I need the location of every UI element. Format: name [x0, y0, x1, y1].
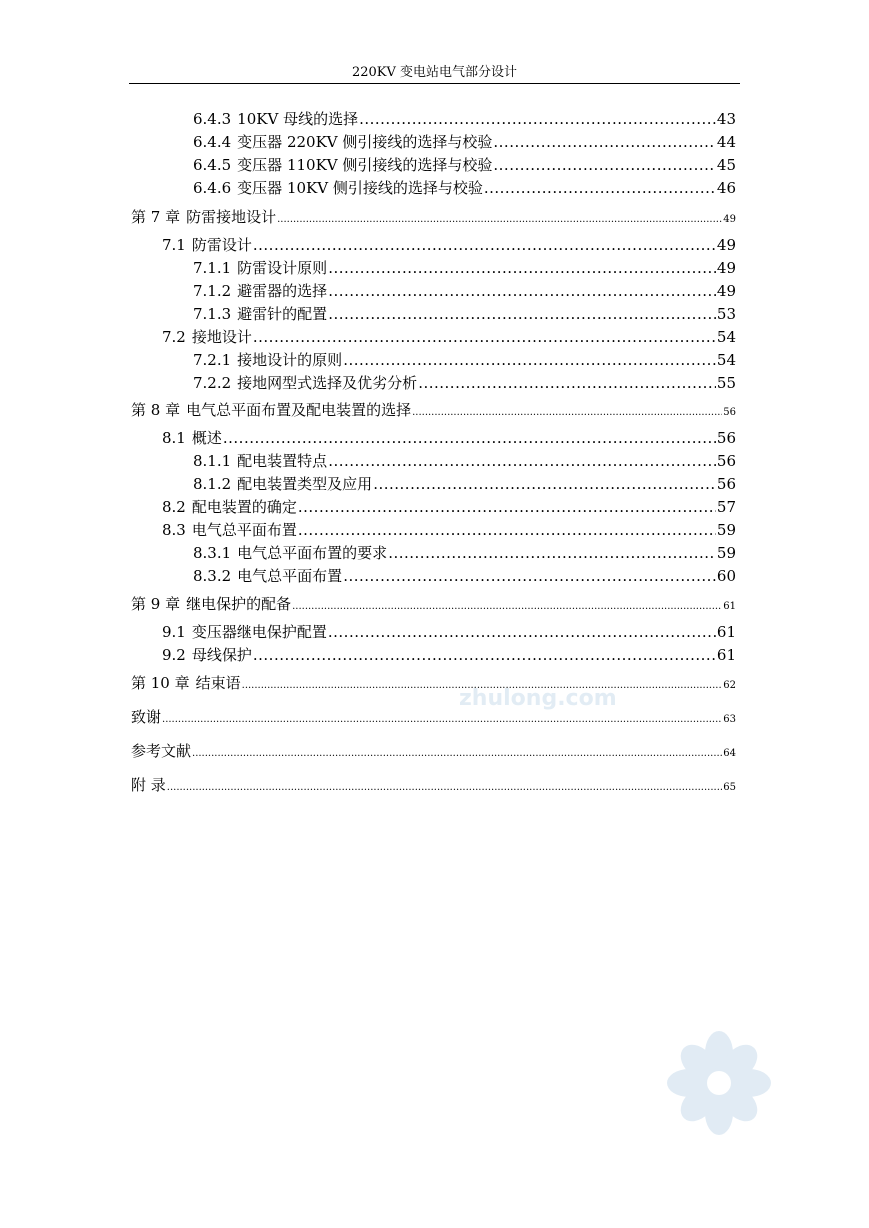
toc-entry-title: 防雷设计原则: [237, 259, 328, 277]
toc-entry-page: 59: [716, 544, 736, 562]
toc-entry-number: 7.2: [162, 328, 186, 346]
toc-entry-page: 57: [716, 498, 736, 516]
toc-entry-page: 54: [716, 328, 736, 346]
toc-entry: [193, 372, 736, 393]
toc-entry-title: 概述: [191, 429, 222, 447]
dot-leader: [418, 374, 716, 392]
toc-entry-number: 第 10 章: [131, 674, 190, 692]
dot-leader: [493, 133, 716, 151]
toc-entry-page: 61: [716, 646, 736, 664]
dot-leader: [223, 429, 716, 447]
toc-entry-page: 55: [716, 374, 736, 392]
watermark-flower-icon: [664, 1028, 774, 1138]
toc-entry: [131, 740, 736, 761]
toc-entry-page: 54: [716, 351, 736, 369]
watermark-text: zhulong.com: [459, 686, 617, 711]
toc-entry-number: 8.3.2: [193, 567, 232, 585]
dot-leader: [328, 282, 716, 300]
toc-entry-page: 56: [716, 475, 736, 493]
dot-leader: [253, 236, 716, 254]
dot-leader: [343, 567, 716, 585]
toc-entry-page: 56: [716, 452, 736, 470]
toc-entry: [131, 206, 736, 227]
dot-leader: [277, 214, 722, 225]
toc-entry: [193, 542, 736, 563]
toc-entry-number: 9.1: [162, 623, 186, 641]
toc-entry-title: 变压器继电保护配置: [191, 623, 327, 641]
toc-entry: [162, 496, 736, 517]
toc-entry: [162, 326, 736, 347]
dot-leader: [167, 782, 722, 793]
toc-entry-number: 7.2.2: [193, 374, 232, 392]
toc-entry-title: 接地设计的原则: [237, 351, 343, 369]
toc-entry-number: 7.1.2: [193, 282, 232, 300]
toc-entry: [193, 177, 736, 198]
toc-entry-number: 7.2.1: [193, 351, 232, 369]
toc-entry-page: 56: [723, 407, 736, 418]
toc-entry: [162, 427, 736, 448]
toc-entry-title: 配电装置的确定: [191, 498, 297, 516]
toc-entry-page: 43: [716, 110, 736, 128]
dot-leader: [328, 305, 716, 323]
dot-leader: [359, 110, 716, 128]
toc-entry: [193, 280, 736, 301]
toc-entry-title: 电气总平面布置及配电装置的选择: [186, 401, 412, 419]
dot-leader: [298, 498, 716, 516]
toc-entry-title: 电气总平面布置: [191, 521, 297, 539]
toc-entry-page: 49: [716, 236, 736, 254]
dot-leader: [343, 351, 716, 369]
toc-entry-title: 参考文献: [131, 742, 192, 760]
toc-entry-page: 44: [716, 133, 736, 151]
dot-leader: [493, 156, 716, 174]
toc-entry-title: 避雷器的选择: [237, 282, 328, 300]
toc-entry: [162, 234, 736, 255]
toc-entry: [131, 672, 736, 693]
dot-leader: [298, 521, 716, 539]
toc-entry-number: 6.4.6: [193, 179, 232, 197]
toc-entry-title: 母线保护: [191, 646, 252, 664]
page-header: 220KV 变电站电气部分设计: [129, 63, 740, 84]
toc-entry-number: 8.1.1: [193, 452, 232, 470]
dot-leader: [484, 179, 716, 197]
toc-entry-number: 8.3.1: [193, 544, 232, 562]
toc-entry-title: 防雷设计: [191, 236, 252, 254]
toc-entry: [162, 519, 736, 540]
toc-entry-page: 61: [716, 623, 736, 641]
toc-entry-number: 第 8 章: [131, 401, 181, 419]
toc-entry: [162, 644, 736, 665]
toc-entry-page: 63: [723, 714, 736, 725]
toc-entry-page: 65: [723, 782, 736, 793]
dot-leader: [192, 748, 722, 759]
dot-leader: [412, 407, 722, 418]
toc-entry-page: 64: [723, 748, 736, 759]
toc-entry-title: 电气总平面布置的要求: [237, 544, 388, 562]
toc-entry: [193, 473, 736, 494]
toc-entry-title: 避雷针的配置: [237, 305, 328, 323]
toc-entry: [193, 303, 736, 324]
dot-leader: [292, 601, 722, 612]
dot-leader: [162, 714, 722, 725]
toc-entry-page: 53: [716, 305, 736, 323]
toc-entry-number: 7.1.1: [193, 259, 232, 277]
toc-entry-page: 49: [723, 214, 736, 225]
toc-entry-title: 配电装置类型及应用: [237, 475, 373, 493]
dot-leader: [253, 328, 716, 346]
dot-leader: [328, 623, 716, 641]
toc-entry: [193, 349, 736, 370]
toc-entry-number: 9.2: [162, 646, 186, 664]
dot-leader: [253, 646, 716, 664]
toc-entry-number: 8.2: [162, 498, 186, 516]
toc-entry: [131, 593, 736, 614]
toc-entry: [193, 257, 736, 278]
toc-entry-page: 60: [716, 567, 736, 585]
toc-entry: [131, 706, 736, 727]
toc-entry-number: 7.1: [162, 236, 186, 254]
toc-entry-title: 电气总平面布置: [237, 567, 343, 585]
toc-entry-title: 结束语: [195, 674, 241, 692]
toc-entry-number: 6.4.4: [193, 133, 232, 151]
toc-entry: [131, 399, 736, 420]
toc-entry-number: 7.1.3: [193, 305, 232, 323]
toc-entry: [193, 154, 736, 175]
toc-entry-page: 49: [716, 282, 736, 300]
toc-entry-number: 第 7 章: [131, 208, 181, 226]
toc-entry-title: 接地设计: [191, 328, 252, 346]
toc-entry-number: 8.3: [162, 521, 186, 539]
toc-entry: [193, 108, 736, 129]
toc-entry-page: 62: [723, 680, 736, 691]
toc-entry-title: 防雷接地设计: [186, 208, 277, 226]
toc-entry-page: 59: [716, 521, 736, 539]
toc-entry: [193, 450, 736, 471]
toc-entry-title: 变压器 110KV 侧引接线的选择与校验: [237, 156, 493, 174]
toc-entry-page: 61: [723, 601, 736, 612]
toc-entry: [131, 774, 736, 795]
dot-leader: [373, 475, 716, 493]
toc-entry-number: 6.4.3: [193, 110, 232, 128]
toc-entry-title: 变压器 220KV 侧引接线的选择与校验: [237, 133, 493, 151]
toc-entry-page: 45: [716, 156, 736, 174]
toc-entry-number: 8.1: [162, 429, 186, 447]
toc-entry: [193, 131, 736, 152]
dot-leader: [328, 259, 716, 277]
toc-entry-page: 49: [716, 259, 736, 277]
toc-entry-title: 接地网型式选择及优劣分析: [237, 374, 418, 392]
toc-entry-page: 56: [716, 429, 736, 447]
toc-entry-number: 6.4.5: [193, 156, 232, 174]
dot-leader: [388, 544, 716, 562]
toc-entry-title: 10KV 母线的选择: [237, 110, 359, 128]
toc-entry-title: 变压器 10KV 侧引接线的选择与校验: [237, 179, 483, 197]
toc-entry-title: 配电装置特点: [237, 452, 328, 470]
toc-entry-number: 第 9 章: [131, 595, 181, 613]
toc-entry: [193, 565, 736, 586]
toc-entry-number: 8.1.2: [193, 475, 232, 493]
toc-entry-title: 继电保护的配备: [186, 595, 292, 613]
toc-entry-title: 致谢: [131, 708, 162, 726]
toc-entry-page: 46: [716, 179, 736, 197]
toc-entry-title: 附 录: [131, 776, 166, 794]
toc-entry: [162, 621, 736, 642]
dot-leader: [328, 452, 716, 470]
